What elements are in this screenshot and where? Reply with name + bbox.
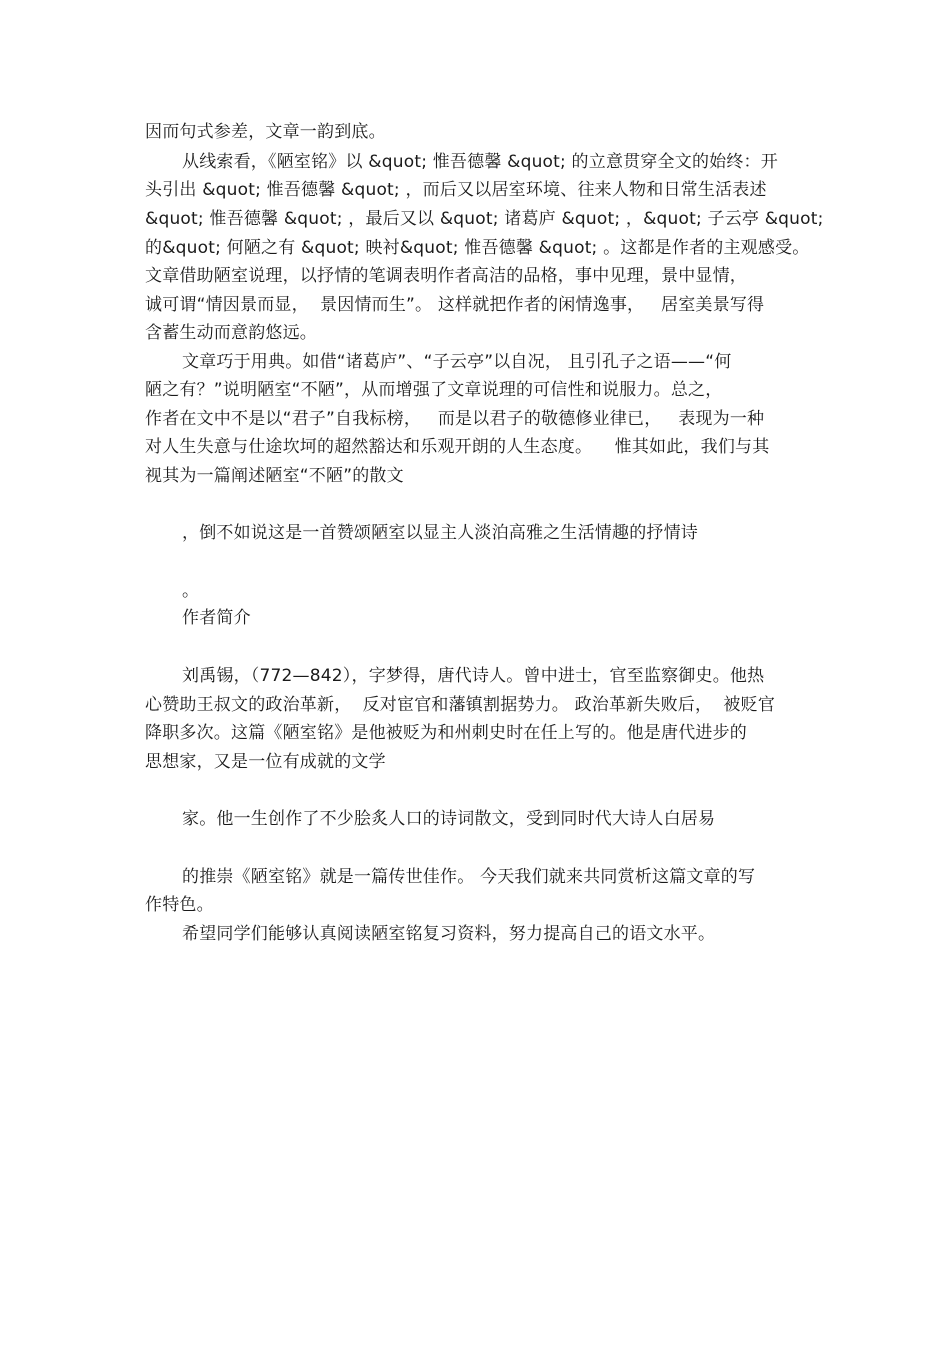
text-line: 。 (182, 581, 200, 601)
text-line: 因而句式参差，文章一韵到底。 (145, 122, 386, 142)
text-line: 作者在文中不是以“君子”自我标榜， 而是以君子的敬德修业律已， 表现为一种 (145, 409, 765, 429)
text-line: 从线索看，《陋室铭》以 &quot; 惟吾德馨 &quot; 的立意贯穿全文的始终：开 (182, 152, 778, 172)
text-line: 对人生失意与仕途坎坷的超然豁达和乐观开朗的人生态度。 惟其如此，我们与其 (145, 437, 770, 457)
text-line: 头引出 &quot; 惟吾德馨 &quot; ，而后又以居室环境、往来人物和日常生活表述 (145, 180, 767, 200)
text-line: 的&quot; 何陋之有 &quot; 映衬&quot; 惟吾德馨 &quot; 。这都是作者的主观感受。 (145, 238, 810, 258)
text-line: 的推崇《陋室铭》就是一篇传世佳作。 今天我们就来共同赏析这篇文章的写 (182, 867, 756, 887)
text-line: 作特色。 (145, 895, 214, 915)
text-line: 含蓄生动而意韵悠远。 (145, 323, 317, 343)
text-line: 降职多次。这篇《陋室铭》是他被贬为和州刺史时在任上写的。他是唐代进步的 (145, 723, 747, 743)
text-line: &quot; 惟吾德馨 &quot; ，最后又以 &quot; 诸葛庐 &quot; ，&quot; 子云亭 &quot; (145, 209, 824, 229)
text-line: 文章借助陋室说理，以抒情的笔调表明作者高洁的品格，事中见理，景中显情， (145, 266, 747, 286)
text-line: 刘禹锡，（772—842），字梦得，唐代诗人。曾中进士，官至监察御史。他热 (182, 666, 765, 686)
text-line: 思想家，又是一位有成就的文学 (145, 752, 386, 772)
text-line: 文章巧于用典。如借“诸葛庐”、“子云亭”以自况， 且引孔子之语——“何 (182, 352, 732, 372)
text-line: 视其为一篇阐述陋室“不陋”的散文 (145, 466, 404, 486)
text-line: 陋之有？”说明陋室“不陋”，从而增强了文章说理的可信性和说服力。总之， (145, 380, 723, 400)
text-line: 诚可谓“情因景而显， 景因情而生”。 这样就把作者的闲情逸事， 居室美景写得 (145, 295, 765, 315)
text-line: ，倒不如说这是一首赞颂陋室以显主人淡泊高雅之生活情趣的抒情诗 (182, 523, 698, 543)
section-heading: 作者简介 (182, 608, 251, 628)
text-line: 心赞助王叔文的政治革新， 反对宦官和藩镇割据势力。 政治革新失败后， 被贬官 (145, 695, 776, 715)
text-line: 家。他一生创作了不少脍炙人口的诗词散文，受到同时代大诗人白居易 (182, 809, 716, 829)
text-line: 希望同学们能够认真阅读陋室铭复习资料，努力提高自己的语文水平。 (182, 924, 716, 944)
